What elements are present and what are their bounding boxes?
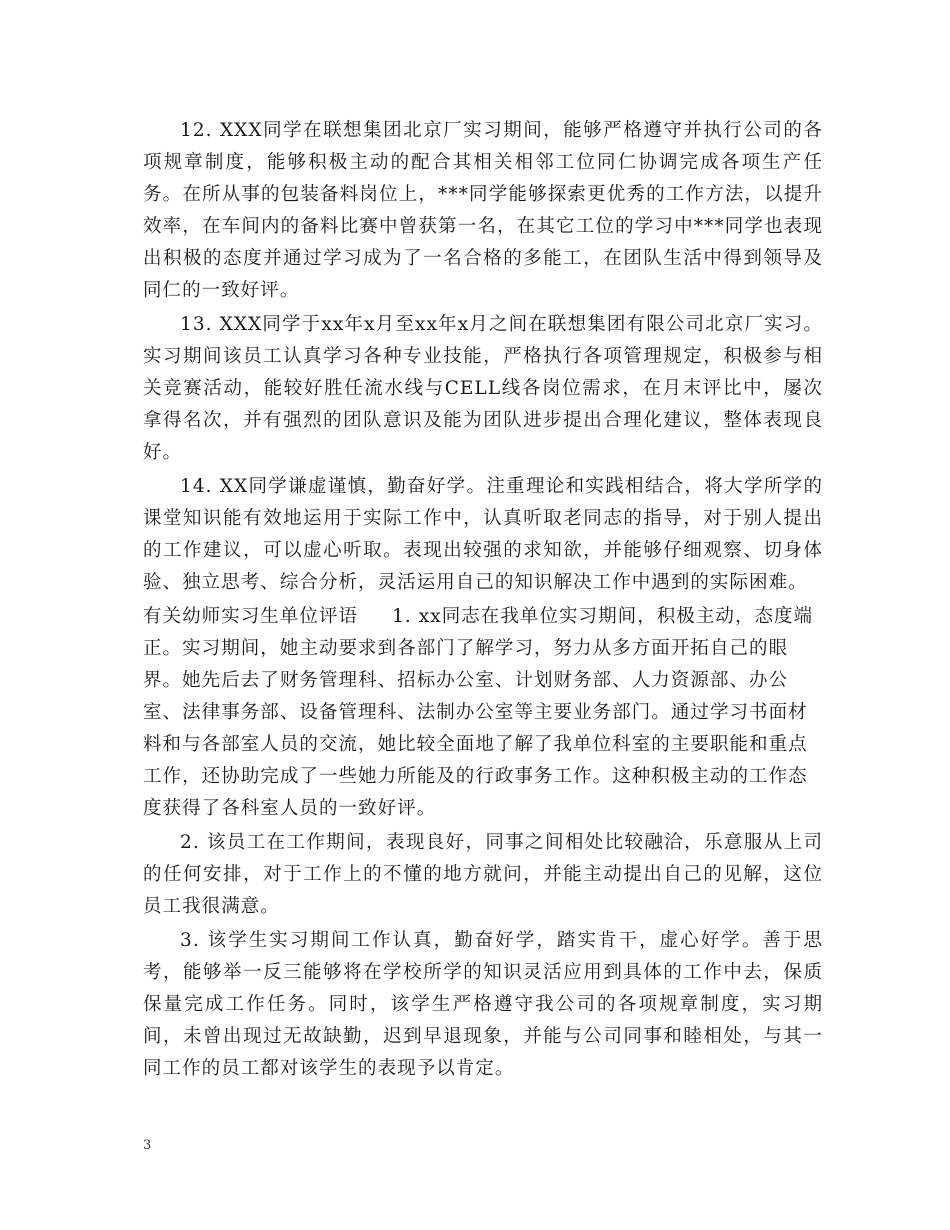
section-title: 有关幼师实习生单位评语 <box>143 606 359 627</box>
section-item-2: 2. 该员工在工作期间，表现良好，同事之间相处比较融洽，乐意服从上司的任何安排，对于工作上的不懂的地方就问，并能主动提出自己的见解，这位员工我很满意。 <box>143 832 823 917</box>
section-item-3: 3. 该学生实习期间工作认真，勤奋好学，踏实肯干，虚心好学。善于思考，能够举一反三能够将在学校所学的知识灵活应用到具体的工作中去，保质保量完成工作任务。同时，该学生严格遵守我公司的各项规章制度，实习期间，未曾出现过无故缺勤，迟到早退现象，并能与公司同事和睦相处，与其一同工作的员工都对该学生的表现予以肯定。 <box>143 930 823 1079</box>
paragraph-13: 13. XXX同学于xx年x月至xx年x月之间在联想集团有限公司北京厂实习。实习期间该员工认真学习各种专业技能，严格执行各项管理规定，积极参与相关竞赛活动，能较好胜任流水线与CELL线各岗位需求，在月末评比中，屡次拿得名次，并有强烈的团队意识及能为团队进步提出合理化建议，整体表现良好。 <box>143 314 823 463</box>
document-body <box>143 115 823 1087</box>
paragraph-12: 12. XXX同学在联想集团北京厂实习期间，能够严格遵守并执行公司的各项规章制度，能够积极主动的配合其相关相邻工位同仁协调完成各项生产任务。在所从事的包装备料岗位上，***同学能够探索更优秀的工作方法，以提升效率，在车间内的备料比赛中曾获第一名，在其它工位的学习中***同学也表现出积极的态度并通过学习成为了一名合格的多能工，在团队生活中得到领导及同仁的一致好评。 <box>143 120 823 301</box>
section-block <box>143 601 823 825</box>
section-item-1: 1. xx同志在我单位实习期间，积极主动，态度端正。实习期间，她主动要求到各部门了解学习，努力从多方面开拓自己的眼界。她先后去了财务管理科、招标办公室、计划财务部、人力资源部、办公室、法律事务部、设备管理科、法制办公室等主要业务部门。通过学习书面材料和与各部室人员的交流，她比较全面地了解了我单位科室的主要职能和重点工作，还协助完成了一些她力所能及的行政事务工作。这种积极主动的工作态度获得了各科室人员的一致好评。 <box>143 606 814 819</box>
page-number: 3 <box>143 1138 152 1153</box>
paragraph-14: 14. XX同学谦虚谨慎，勤奋好学。注重理论和实践相结合，将大学所学的课堂知识能有效地运用于实际工作中，认真听取老同志的指导，对于别人提出的工作建议，可以虚心听取。表现出较强的求知欲，并能够仔细观察、切身体验、独立思考、综合分析，灵活运用自己的知识解决工作中遇到的实际困难。 <box>143 476 823 593</box>
